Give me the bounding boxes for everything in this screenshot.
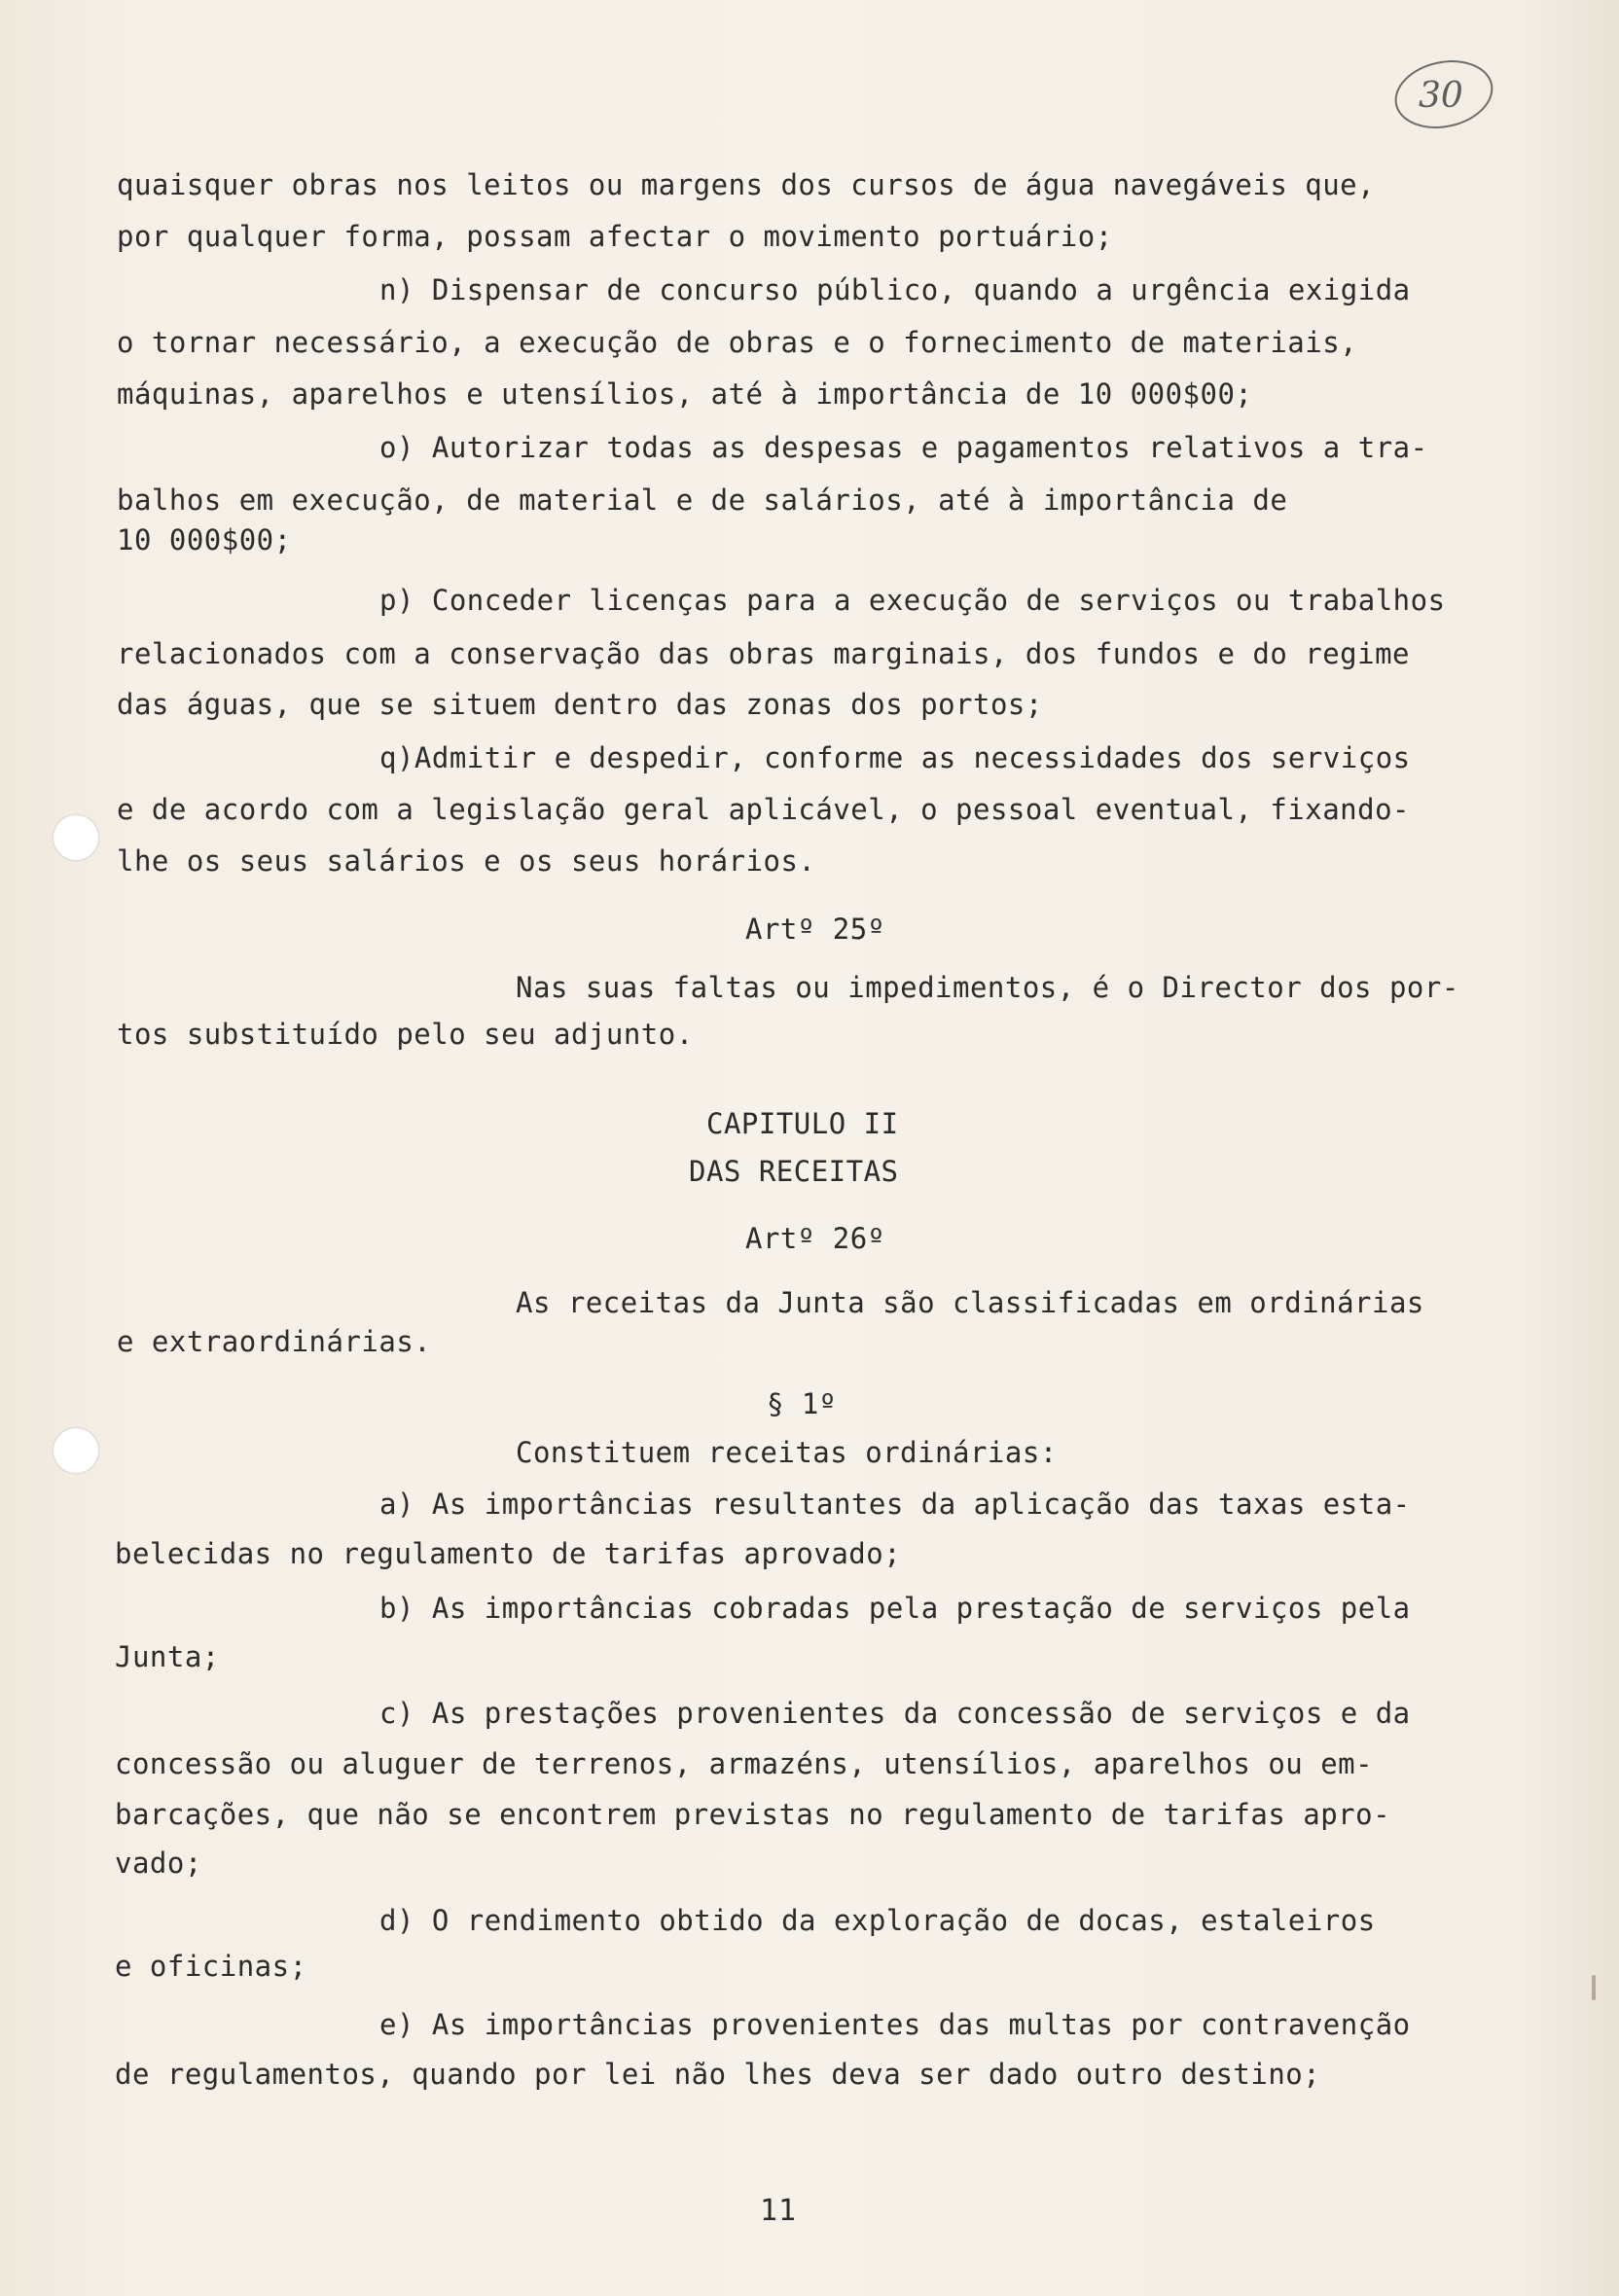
chapter-subtitle: DAS RECEITAS [689,1155,899,1188]
text-line: 10 000$00; [117,523,292,556]
text-line: barcações, que não se encontrem previstas no regulamento de tarifas apro- [115,1798,1391,1831]
text-line: lhe os seus salários e os seus horários. [117,844,816,878]
text-line: Constituem receitas ordinárias: [516,1436,1058,1469]
text-line: e oficinas; [115,1950,307,1983]
handwritten-page-number-stamp [1389,54,1498,135]
page-number: 11 [759,2194,798,2228]
section-heading: § 1º [767,1387,837,1420]
text-line: por qualquer forma, possam afectar o movimento portuário; [117,220,1113,253]
text-line: As receitas da Junta são classificadas em ordinárias [516,1286,1424,1319]
text-line: e) As importâncias provenientes das multas por contravenção [379,2008,1411,2041]
article-25-heading: Artº 25º [745,913,885,946]
stamp-number: 30 [1419,76,1463,116]
text-line: d) O rendimento obtido da exploração de docas, estaleiros [379,1904,1376,1937]
text-line: das águas, que se situem dentro das zonas dos portos; [117,688,1043,721]
text-line: q)Admitir e despedir, conforme as necessidades dos serviços [379,741,1411,774]
text-line: e extraordinárias. [117,1325,432,1358]
text-line: de regulamentos, quando por lei não lhes deva ser dado outro destino; [115,2058,1321,2091]
text-line: Nas suas faltas ou impedimentos, é o Director dos por- [516,971,1459,1004]
text-line: balhos em execução, de material e de salários, até à importância de [117,484,1288,517]
paper-edge-mark [1592,1975,1596,2000]
text-line: a) As importâncias resultantes da aplicação das taxas esta- [379,1488,1411,1521]
text-line: o) Autorizar todas as despesas e pagamentos relativos a tra- [379,431,1428,464]
text-line: concessão ou aluguer de terrenos, armazéns, utensílios, aparelhos ou em- [115,1747,1374,1780]
text-line: tos substituído pelo seu adjunto. [117,1018,694,1051]
text-line: relacionados com a conservação das obras marginais, dos fundos e do regime [117,637,1411,670]
text-line: máquinas, aparelhos e utensílios, até à importância de 10 000$00; [117,377,1253,411]
punch-hole-bottom [54,1428,98,1473]
text-line: o tornar necessário, a execução de obras e o fornecimento de materiais, [117,326,1358,359]
text-line: p) Conceder licenças para a execução de serviços ou trabalhos [379,584,1446,617]
text-line: b) As importâncias cobradas pela prestação de serviços pela [379,1592,1411,1625]
text-line: quaisquer obras nos leitos ou margens dos cursos de água navegáveis que, [117,168,1376,201]
text-line: c) As prestações provenientes da concessão de serviços e da [379,1697,1411,1730]
chapter-title: CAPITULO II [706,1107,899,1140]
punch-hole-top [54,815,98,860]
text-line: n) Dispensar de concurso público, quando a urgência exigida [379,273,1411,306]
text-line: Junta; [115,1640,220,1673]
text-line: vado; [115,1847,202,1880]
article-26-heading: Artº 26º [745,1222,885,1255]
text-line: belecidas no regulamento de tarifas aprovado; [115,1537,902,1570]
text-line: e de acordo com a legislação geral aplicável, o pessoal eventual, fixando- [117,793,1411,826]
